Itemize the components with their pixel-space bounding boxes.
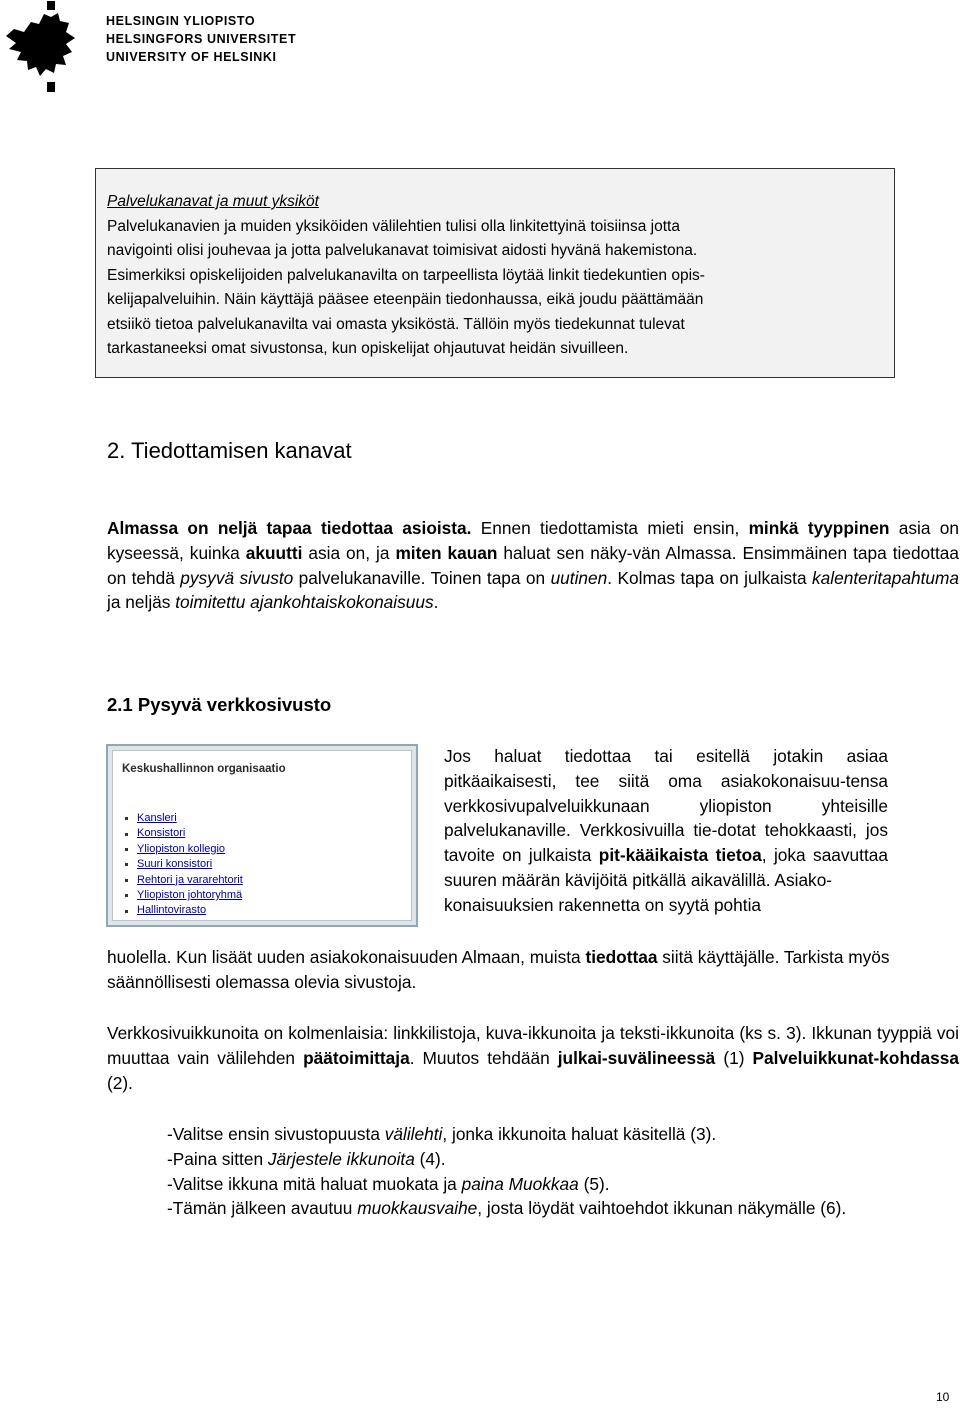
- page-number: 10: [936, 1390, 950, 1404]
- window-types-paragraph: Verkkosivuikkunoita on kolmenlaisia: linkkilistoja, kuva-ikkunoita ja teksti-ikkunoita (ks s. 3). Ikkunan tyyppiä voi muuttaa vain välilehden päätoimittaja. Muutos tehdään julkai-suvälineessä (1) Palveluikkunat-kohdassa (2).: [107, 1023, 959, 1093]
- list-item: [125, 842, 243, 857]
- instruction-steps: [107, 1122, 959, 1221]
- section-heading: 2. Tiedottamisen kanavat: [107, 438, 352, 463]
- note-line: tarkastaneeksi omat sivustonsa, kun opiskelijat ohjautuvat heidän sivuilleen.: [107, 340, 629, 357]
- org-link[interactable]: Konsistori: [137, 827, 186, 840]
- org-link[interactable]: Yliopiston kollegio: [137, 842, 226, 855]
- step-item: -Tämän jälkeen avautuu muokkausvaihe, josta löydät vaihtoehdot ikkunan näkymälle (6).: [167, 1198, 847, 1219]
- bullet-icon: [125, 848, 128, 851]
- university-name-en: UNIVERSITY OF HELSINKI: [106, 50, 277, 64]
- bullet-icon: [125, 833, 128, 836]
- note-line: Esimerkiksi opiskelijoiden palvelukanavilta on tarpeellista löytää linkit tiedekuntien opis-: [107, 266, 705, 284]
- bullet-icon: [125, 817, 128, 820]
- note-title: Palvelukanavat ja muut yksiköt: [107, 193, 319, 210]
- float-paragraph: Jos haluat tiedottaa tai esitellä jotakin asiaa pitkäaikaisesti, tee siitä oma asiakokonaisuu-tensa verkkosivupalveluikkunaan yliopiston yhteisille palvelukanaville. Verkkosivuilla tie-dotat tehokkaasti, jos tavoite on julkaista pit-kääikaista tietoa, joka saavuttaa suuren määrän kävijöitä pitkällä aikavälillä. Asiako- konaisuuksien rakennetta on syytä pohtia: [444, 746, 888, 915]
- list-item: [125, 811, 243, 826]
- university-name-sv: HELSINGFORS UNIVERSITET: [106, 32, 297, 46]
- note-line: Palvelukanavien ja muiden yksiköiden välilehtien tulisi olla linkitettyinä toisiinsa jotta: [107, 217, 680, 235]
- note-line: etsiikö tietoa palvelukanavilta vai omasta yksiköstä. Tällöin myös tiedekunnat tulevat: [107, 315, 685, 333]
- bullet-icon: [125, 910, 128, 913]
- list-item: [125, 857, 243, 872]
- screenshot-panel: [112, 750, 412, 921]
- bullet-icon: [125, 863, 128, 866]
- bullet-icon: [125, 894, 128, 897]
- list-item: [125, 903, 243, 918]
- list-item: [125, 826, 243, 841]
- subsection-heading: 2.1 Pysyvä verkkosivusto: [107, 694, 332, 715]
- note-box: [95, 168, 895, 378]
- bullet-icon: [125, 879, 128, 882]
- list-item: [125, 888, 243, 903]
- note-line: navigointi olisi jouhevaa ja jotta palvelukanavat toimisivat aidosti hyvänä hakemistona.: [107, 242, 698, 259]
- org-link-list: [125, 811, 243, 919]
- org-link[interactable]: Suuri konsistori: [137, 858, 213, 871]
- university-names: [106, 12, 296, 66]
- step-item: -Paina sitten Järjestele ikkunoita (4).: [167, 1148, 446, 1169]
- org-link[interactable]: Hallintovirasto: [137, 904, 207, 917]
- org-link[interactable]: Kansleri: [137, 812, 177, 824]
- note-line: kelijapalveluihin. Näin käyttäjä pääsee eteenpäin tiedonhaussa, eikä joudu päättämään: [107, 291, 704, 308]
- university-logo: [0, 0, 80, 96]
- university-name-fi: HELSINGIN YLIOPISTO: [106, 14, 256, 28]
- step-item: -Valitse ensin sivustopuusta välilehti, jonka ikkunoita haluat käsitellä (3).: [167, 1124, 717, 1144]
- continuation-paragraph: huolella. Kun lisäät uuden asiakokonaisuuden Almaan, muista tiedottaa siitä käyttäjälle. Tarkista myös säännöllisesti olemassa olevia sivustoja.: [107, 947, 890, 992]
- step-item: -Valitse ikkuna mitä haluat muokata ja paina Muokkaa (5).: [167, 1173, 610, 1194]
- section-intro-paragraph: Almassa on neljä tapaa tiedottaa asioista. Ennen tiedottamista mieti ensin, minkä tyyppinen asia on kyseessä, kuinka akuutti asia on, ja miten kauan haluat sen näky-vän Almassa. Ensimmäinen tapa tiedottaa on tehdä pysyvä sivusto palvelukanaville. Toinen tapa on uutinen. Kolmas tapa on julkaista kalenteritapahtuma ja neljäs toimitettu ajankohtaiskokonaisuus.: [107, 518, 959, 613]
- org-link[interactable]: Yliopiston johtoryhmä: [137, 889, 243, 902]
- org-link[interactable]: Rehtori ja vararehtorit: [137, 873, 243, 886]
- org-links-screenshot: [106, 744, 418, 927]
- list-item: [125, 873, 243, 888]
- org-panel-title: Keskushallinnon organisaatio: [122, 763, 286, 775]
